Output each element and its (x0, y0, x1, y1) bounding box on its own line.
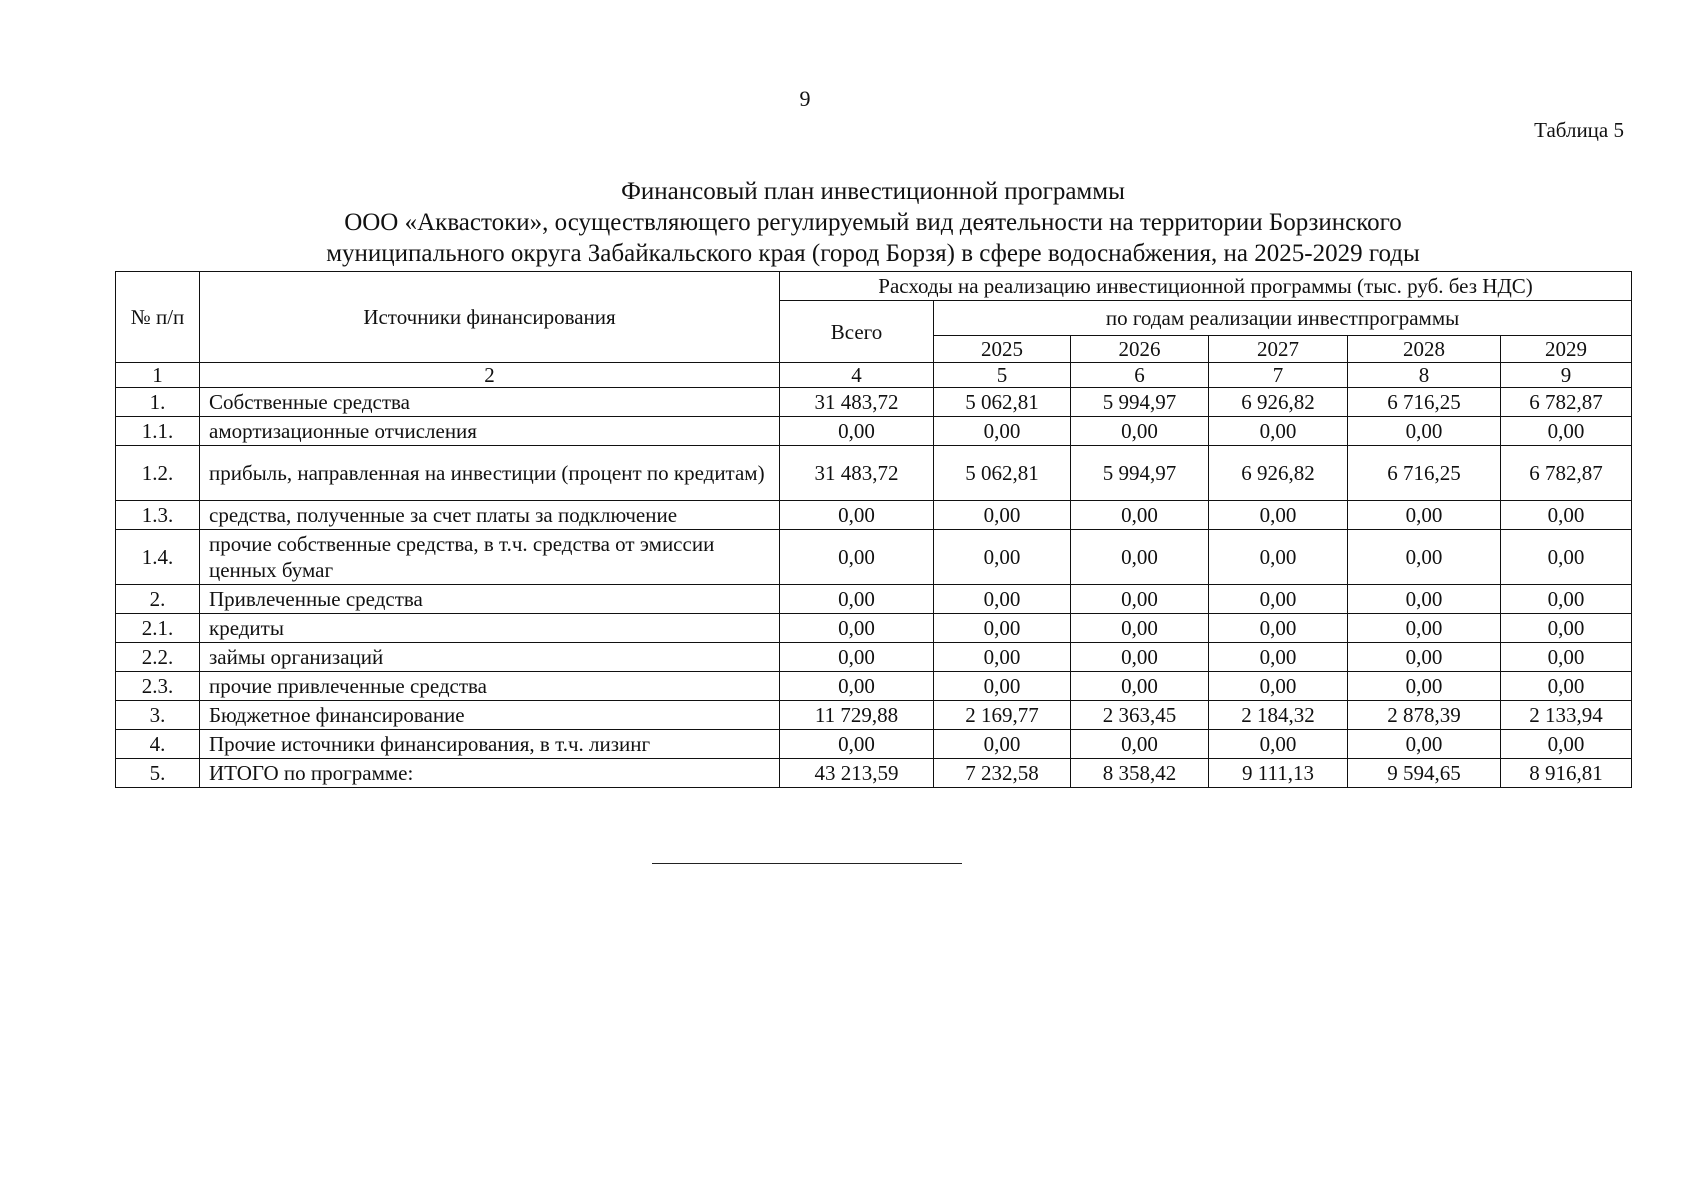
row-value-2027: 0,00 (1209, 417, 1348, 446)
row-value-2027: 0,00 (1209, 530, 1348, 585)
row-value-2028: 0,00 (1348, 614, 1501, 643)
table-row (116, 417, 1632, 446)
column-number: 9 (1501, 363, 1632, 388)
header-row (116, 272, 1632, 301)
row-source: Привлеченные средства (200, 585, 780, 614)
row-value-2026: 0,00 (1071, 530, 1209, 585)
column-number: 4 (780, 363, 934, 388)
row-value-2026: 2 363,45 (1071, 701, 1209, 730)
row-source: прочие привлеченные средства (200, 672, 780, 701)
row-value-2025: 0,00 (934, 643, 1071, 672)
row-num: 1. (116, 388, 200, 417)
row-source: Собственные средства (200, 388, 780, 417)
row-value-2028: 6 716,25 (1348, 388, 1501, 417)
row-value-2026: 5 994,97 (1071, 388, 1209, 417)
row-value-2027: 0,00 (1209, 643, 1348, 672)
row-value-2029: 2 133,94 (1501, 701, 1632, 730)
table-row (116, 446, 1632, 501)
table-row (116, 530, 1632, 585)
header-year: 2027 (1209, 336, 1348, 363)
header-year: 2026 (1071, 336, 1209, 363)
row-num: 1.3. (116, 501, 200, 530)
row-value-2027: 0,00 (1209, 585, 1348, 614)
row-value-2029: 0,00 (1501, 585, 1632, 614)
row-value-2028: 6 716,25 (1348, 446, 1501, 501)
row-total: 0,00 (780, 417, 934, 446)
row-value-2026: 0,00 (1071, 585, 1209, 614)
row-value-2025: 0,00 (934, 417, 1071, 446)
header-num: № п/п (116, 272, 200, 363)
header-total: Всего (780, 301, 934, 363)
row-value-2027: 0,00 (1209, 614, 1348, 643)
row-value-2025: 0,00 (934, 730, 1071, 759)
row-value-2026: 0,00 (1071, 672, 1209, 701)
row-total: 43 213,59 (780, 759, 934, 788)
row-num: 4. (116, 730, 200, 759)
row-value-2029: 0,00 (1501, 417, 1632, 446)
column-numbers-row (116, 363, 1632, 388)
row-total: 31 483,72 (780, 388, 934, 417)
row-value-2028: 0,00 (1348, 730, 1501, 759)
row-value-2029: 0,00 (1501, 672, 1632, 701)
row-value-2027: 2 184,32 (1209, 701, 1348, 730)
row-value-2025: 0,00 (934, 614, 1071, 643)
row-value-2026: 0,00 (1071, 501, 1209, 530)
table-row (116, 730, 1632, 759)
page-number: 9 (799, 86, 811, 111)
row-num: 2. (116, 585, 200, 614)
row-value-2025: 5 062,81 (934, 388, 1071, 417)
end-divider (652, 863, 962, 864)
row-value-2026: 8 358,42 (1071, 759, 1209, 788)
row-value-2028: 0,00 (1348, 501, 1501, 530)
row-value-2027: 0,00 (1209, 672, 1348, 701)
row-value-2025: 0,00 (934, 501, 1071, 530)
row-value-2029: 0,00 (1501, 501, 1632, 530)
row-num: 3. (116, 701, 200, 730)
row-total: 31 483,72 (780, 446, 934, 501)
row-source: прочие собственные средства, в т.ч. средства от эмиссии ценных бумаг (200, 530, 780, 585)
row-num: 2.2. (116, 643, 200, 672)
row-source: Прочие источники финансирования, в т.ч. лизинг (200, 730, 780, 759)
table-row (116, 759, 1632, 788)
table-row (116, 701, 1632, 730)
row-value-2028: 0,00 (1348, 672, 1501, 701)
table-row (116, 585, 1632, 614)
title-line: муниципального округа Забайкальского края (город Борзя) в сфере водоснабжения, на 2025-2029 годы (326, 240, 1420, 267)
row-value-2025: 0,00 (934, 585, 1071, 614)
row-value-2029: 0,00 (1501, 730, 1632, 759)
row-source: кредиты (200, 614, 780, 643)
table-title (115, 176, 1631, 269)
row-total: 11 729,88 (780, 701, 934, 730)
header-by-years: по годам реализации инвестпрограммы (934, 301, 1632, 336)
row-value-2025: 0,00 (934, 672, 1071, 701)
row-value-2026: 0,00 (1071, 643, 1209, 672)
row-value-2028: 0,00 (1348, 530, 1501, 585)
row-value-2027: 0,00 (1209, 501, 1348, 530)
row-value-2029: 0,00 (1501, 530, 1632, 585)
column-number: 6 (1071, 363, 1209, 388)
row-value-2029: 0,00 (1501, 614, 1632, 643)
row-value-2027: 9 111,13 (1209, 759, 1348, 788)
row-num: 1.4. (116, 530, 200, 585)
row-num: 1.2. (116, 446, 200, 501)
row-value-2025: 7 232,58 (934, 759, 1071, 788)
title-line: ООО «Аквастоки», осуществляющего регулируемый вид деятельности на территории Борзинского (344, 209, 1402, 236)
row-source: ИТОГО по программе: (200, 759, 780, 788)
header-year: 2025 (934, 336, 1071, 363)
row-value-2028: 0,00 (1348, 417, 1501, 446)
row-value-2028: 9 594,65 (1348, 759, 1501, 788)
row-value-2027: 6 926,82 (1209, 388, 1348, 417)
row-num: 5. (116, 759, 200, 788)
row-value-2029: 6 782,87 (1501, 446, 1632, 501)
column-number: 2 (200, 363, 780, 388)
row-value-2026: 0,00 (1071, 730, 1209, 759)
row-value-2027: 6 926,82 (1209, 446, 1348, 501)
row-value-2027: 0,00 (1209, 730, 1348, 759)
row-num: 2.3. (116, 672, 200, 701)
row-value-2028: 2 878,39 (1348, 701, 1501, 730)
row-value-2025: 5 062,81 (934, 446, 1071, 501)
row-source: средства, полученные за счет платы за подключение (200, 501, 780, 530)
table-label: Таблица 5 (1534, 118, 1624, 142)
row-value-2029: 8 916,81 (1501, 759, 1632, 788)
column-number: 1 (116, 363, 200, 388)
table-row (116, 672, 1632, 701)
row-total: 0,00 (780, 672, 934, 701)
row-value-2025: 0,00 (934, 530, 1071, 585)
row-value-2028: 0,00 (1348, 643, 1501, 672)
column-number: 5 (934, 363, 1071, 388)
row-total: 0,00 (780, 530, 934, 585)
table-row (116, 388, 1632, 417)
row-source: займы организаций (200, 643, 780, 672)
header-source: Источники финансирования (200, 272, 780, 363)
row-value-2028: 0,00 (1348, 585, 1501, 614)
row-value-2029: 0,00 (1501, 643, 1632, 672)
row-total: 0,00 (780, 730, 934, 759)
row-total: 0,00 (780, 614, 934, 643)
header-expenses: Расходы на реализацию инвестиционной программы (тыс. руб. без НДС) (780, 272, 1632, 301)
header-year: 2029 (1501, 336, 1632, 363)
row-value-2029: 6 782,87 (1501, 388, 1632, 417)
column-number: 8 (1348, 363, 1501, 388)
row-num: 2.1. (116, 614, 200, 643)
row-total: 0,00 (780, 643, 934, 672)
financial-plan-table (115, 271, 1632, 788)
row-source: амортизационные отчисления (200, 417, 780, 446)
row-source: Бюджетное финансирование (200, 701, 780, 730)
table-row (116, 614, 1632, 643)
row-value-2026: 5 994,97 (1071, 446, 1209, 501)
header-year: 2028 (1348, 336, 1501, 363)
row-value-2026: 0,00 (1071, 614, 1209, 643)
row-total: 0,00 (780, 585, 934, 614)
table-row (116, 501, 1632, 530)
row-value-2026: 0,00 (1071, 417, 1209, 446)
row-source: прибыль, направленная на инвестиции (процент по кредитам) (200, 446, 780, 501)
row-value-2025: 2 169,77 (934, 701, 1071, 730)
table-row (116, 643, 1632, 672)
row-num: 1.1. (116, 417, 200, 446)
column-number: 7 (1209, 363, 1348, 388)
row-total: 0,00 (780, 501, 934, 530)
title-line: Финансовый план инвестиционной программы (621, 178, 1125, 205)
